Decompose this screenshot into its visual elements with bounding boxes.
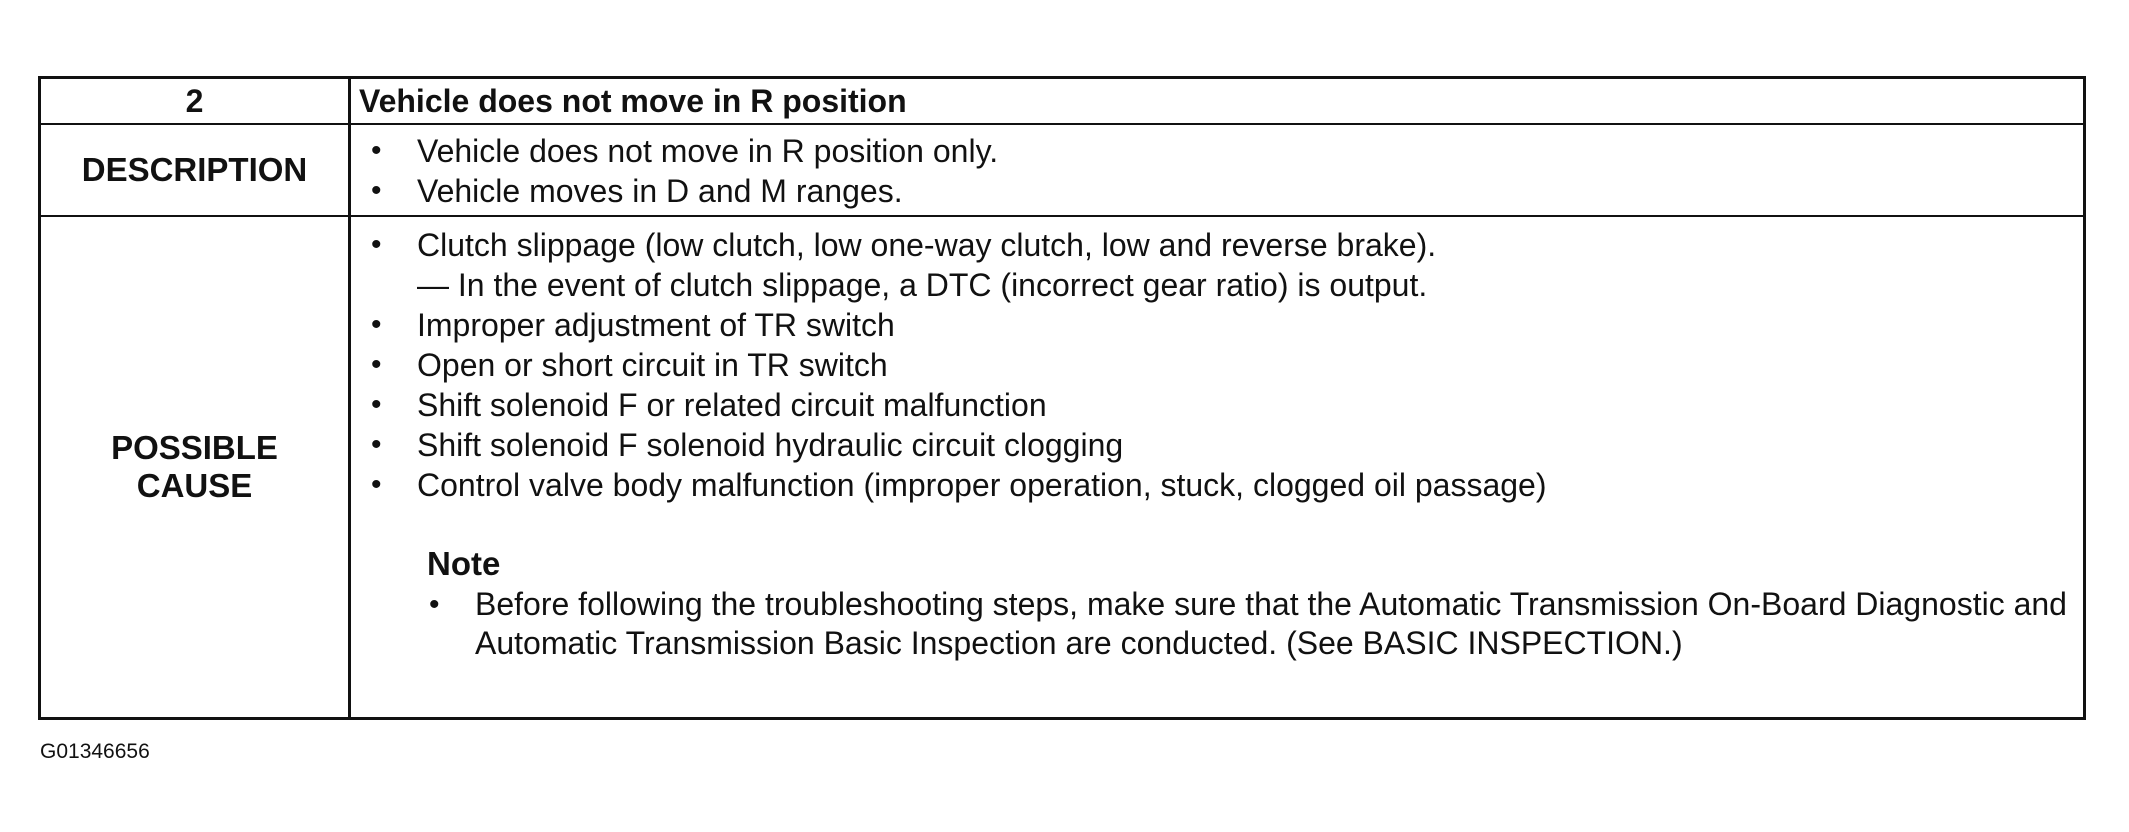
list-item-text: Open or short circuit in TR switch bbox=[417, 347, 888, 383]
note-text: Before following the troubleshooting steps, make sure that the Automatic Transmission On-Board Diagnostic and Automatic Transmission Basic Inspection are conducted. (See BASIC INSPECTION.) bbox=[475, 586, 2067, 661]
description-row bbox=[41, 125, 2083, 217]
list-item bbox=[369, 465, 2083, 505]
possible-cause-label bbox=[41, 217, 351, 717]
bullet-icon: • bbox=[371, 388, 382, 421]
bullet-icon: • bbox=[371, 428, 382, 461]
description-list bbox=[369, 131, 2083, 211]
cause-list bbox=[369, 225, 2083, 505]
figure-id: G01346656 bbox=[40, 740, 150, 763]
list-item bbox=[369, 225, 2083, 305]
description-content bbox=[351, 125, 2083, 215]
list-item-subnote: — In the event of clutch slippage, a DTC (incorrect gear ratio) is output. bbox=[417, 267, 1428, 303]
list-item-text: Control valve body malfunction (improper operation, stuck, clogged oil passage) bbox=[417, 467, 1547, 503]
note-list bbox=[427, 585, 2083, 663]
note-block bbox=[369, 543, 2083, 663]
bullet-icon: • bbox=[371, 348, 382, 381]
list-item-text: Vehicle does not move in R position only. bbox=[417, 133, 999, 169]
possible-cause-row bbox=[41, 217, 2083, 717]
list-item bbox=[369, 385, 2083, 425]
possible-cause-label-line2: CAUSE bbox=[136, 467, 253, 504]
list-item-text: Vehicle moves in D and M ranges. bbox=[417, 173, 903, 209]
bullet-icon: • bbox=[429, 588, 440, 621]
table-header-row bbox=[41, 79, 2083, 125]
list-item bbox=[369, 305, 2083, 345]
bullet-icon: • bbox=[371, 174, 382, 207]
list-item bbox=[369, 171, 2083, 211]
bullet-icon: • bbox=[371, 468, 382, 501]
possible-cause-content bbox=[351, 217, 2083, 717]
list-item bbox=[369, 345, 2083, 385]
list-item-text: Clutch slippage (low clutch, low one-way clutch, low and reverse brake). bbox=[417, 227, 1437, 263]
list-item-text: Shift solenoid F or related circuit malfunction bbox=[417, 387, 1047, 423]
list-item bbox=[369, 131, 2083, 171]
step-number: 2 bbox=[41, 79, 351, 123]
list-item-text: Improper adjustment of TR switch bbox=[417, 307, 895, 343]
note-title: Note bbox=[427, 545, 501, 582]
bullet-icon: • bbox=[371, 228, 382, 261]
symptom-title: Vehicle does not move in R position bbox=[359, 83, 907, 119]
bullet-icon: • bbox=[371, 308, 382, 341]
bullet-icon: • bbox=[371, 134, 382, 167]
list-item-text: Shift solenoid F solenoid hydraulic circuit clogging bbox=[417, 427, 1124, 463]
description-label: DESCRIPTION bbox=[41, 125, 351, 215]
list-item bbox=[369, 425, 2083, 465]
troubleshooting-table bbox=[38, 76, 2086, 720]
possible-cause-label-line1: POSSIBLE bbox=[111, 429, 278, 466]
list-item bbox=[427, 585, 2083, 663]
